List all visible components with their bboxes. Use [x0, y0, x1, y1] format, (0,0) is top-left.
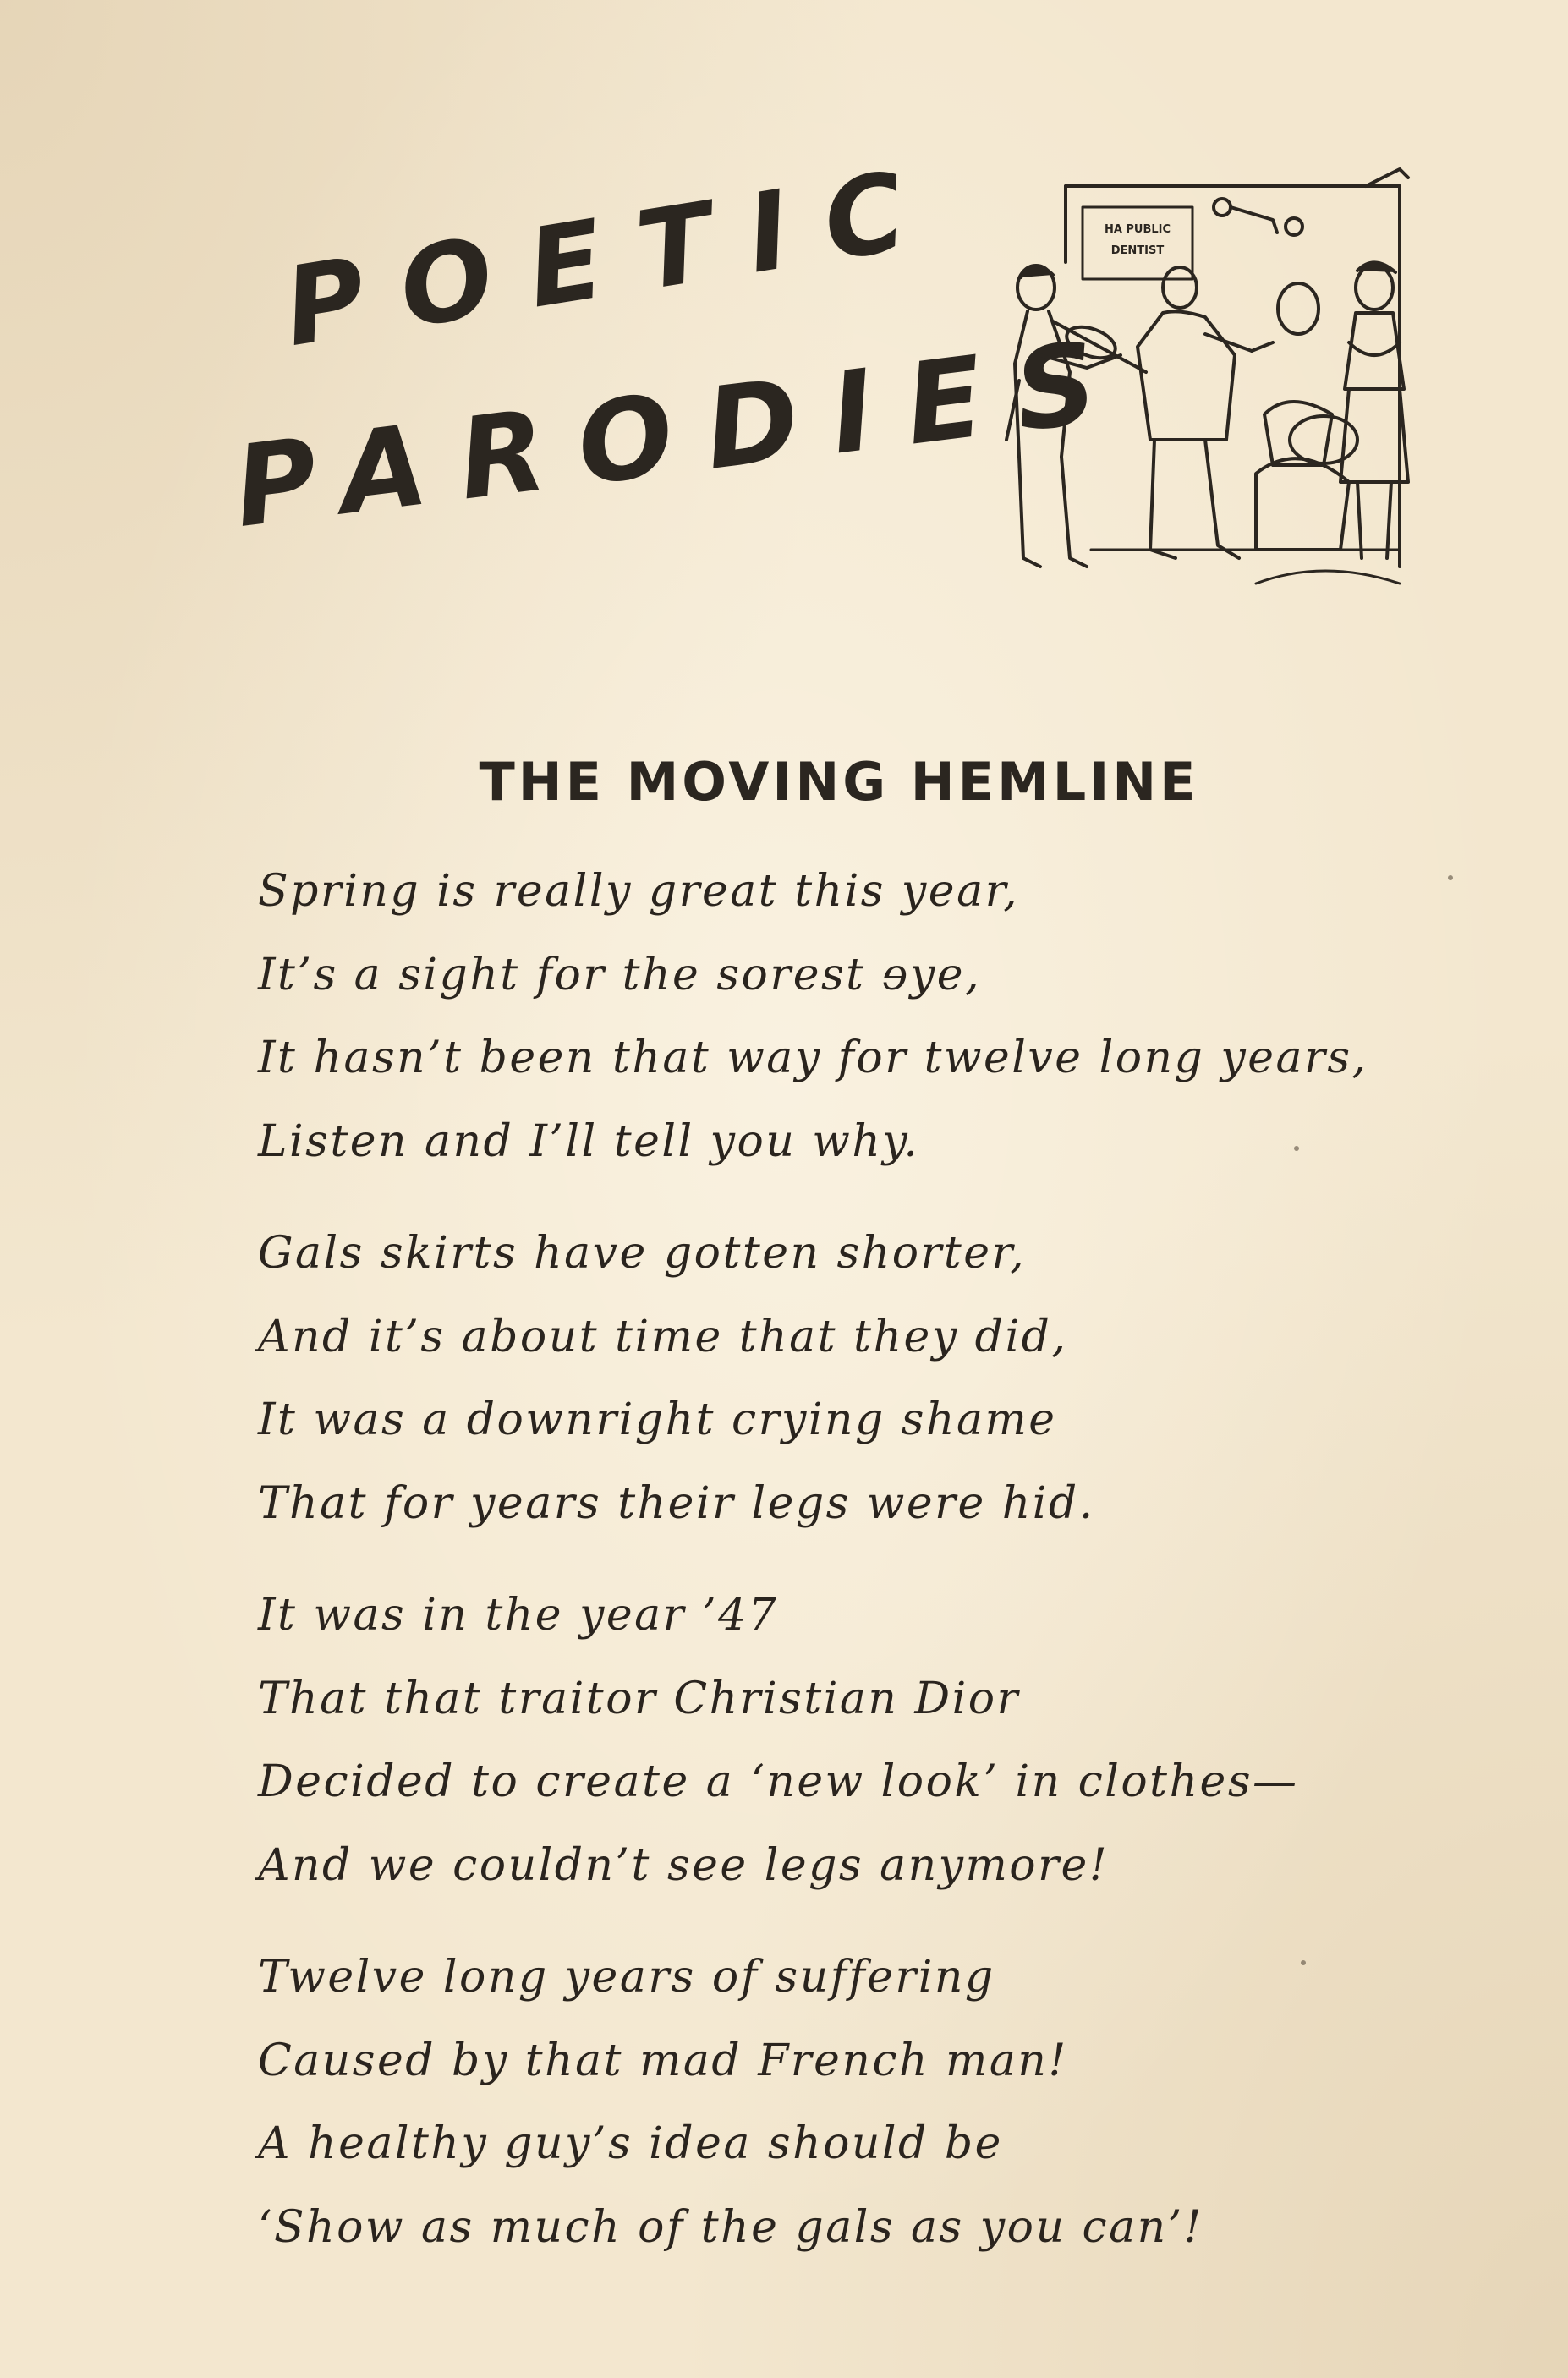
poem-line: Caused by that mad French man! — [258, 2035, 1068, 2086]
heading-word-parodies: PARODIES — [228, 314, 1138, 553]
paper-speck — [1448, 875, 1453, 880]
stanza-4 — [258, 1936, 1459, 2269]
poem-line: That that traitor Christian Dior — [258, 1673, 1020, 1724]
poem-line: A healthy guy’s idea should be — [258, 2118, 1003, 2169]
poem-line: Gals skirts have gotten shorter, — [258, 1228, 1027, 1279]
stanza-1 — [258, 850, 1459, 1183]
poem-line: It was a downright crying shame — [258, 1394, 1057, 1445]
poem-line: And it’s about time that they did, — [258, 1311, 1068, 1362]
poem-line: Twelve long years of suffering — [258, 1952, 995, 2003]
stanza-3 — [258, 1574, 1459, 1907]
sign-text-line2: DENTIST — [1110, 244, 1165, 257]
sign-text-line1: HA PUBLIC — [1104, 223, 1171, 236]
poem-line: Spring is really great this year, — [258, 866, 1020, 917]
poem-title: THE MOVING HEMLINE — [479, 751, 1199, 813]
poem-line: It’s a sight for the sorest ɘye, — [258, 949, 982, 1000]
poem-body — [258, 850, 1459, 2298]
poem-line: ‘Show as much of the gals as you can’! — [258, 2201, 1204, 2253]
paper-speck — [1294, 1146, 1299, 1151]
poem-line: And we couldn’t see legs anymore! — [258, 1839, 1110, 1891]
poem-line: That for years their legs were hid. — [258, 1477, 1095, 1529]
dentist-cartoon-illustration — [1002, 161, 1442, 617]
poem-line: It was in the year ’47 — [258, 1590, 779, 1641]
stanza-2 — [258, 1212, 1459, 1545]
heading-word-poetic: POETIC — [276, 143, 951, 372]
poem-line: Listen and I’ll tell you why. — [258, 1115, 920, 1167]
poem-line: Decided to create a ‘new look’ in clothes— — [258, 1756, 1299, 1807]
paper-speck — [1301, 1960, 1306, 1965]
cartoon-drawing — [1002, 161, 1442, 617]
poem-line: It hasn’t been that way for twelve long years, — [258, 1033, 1368, 1083]
